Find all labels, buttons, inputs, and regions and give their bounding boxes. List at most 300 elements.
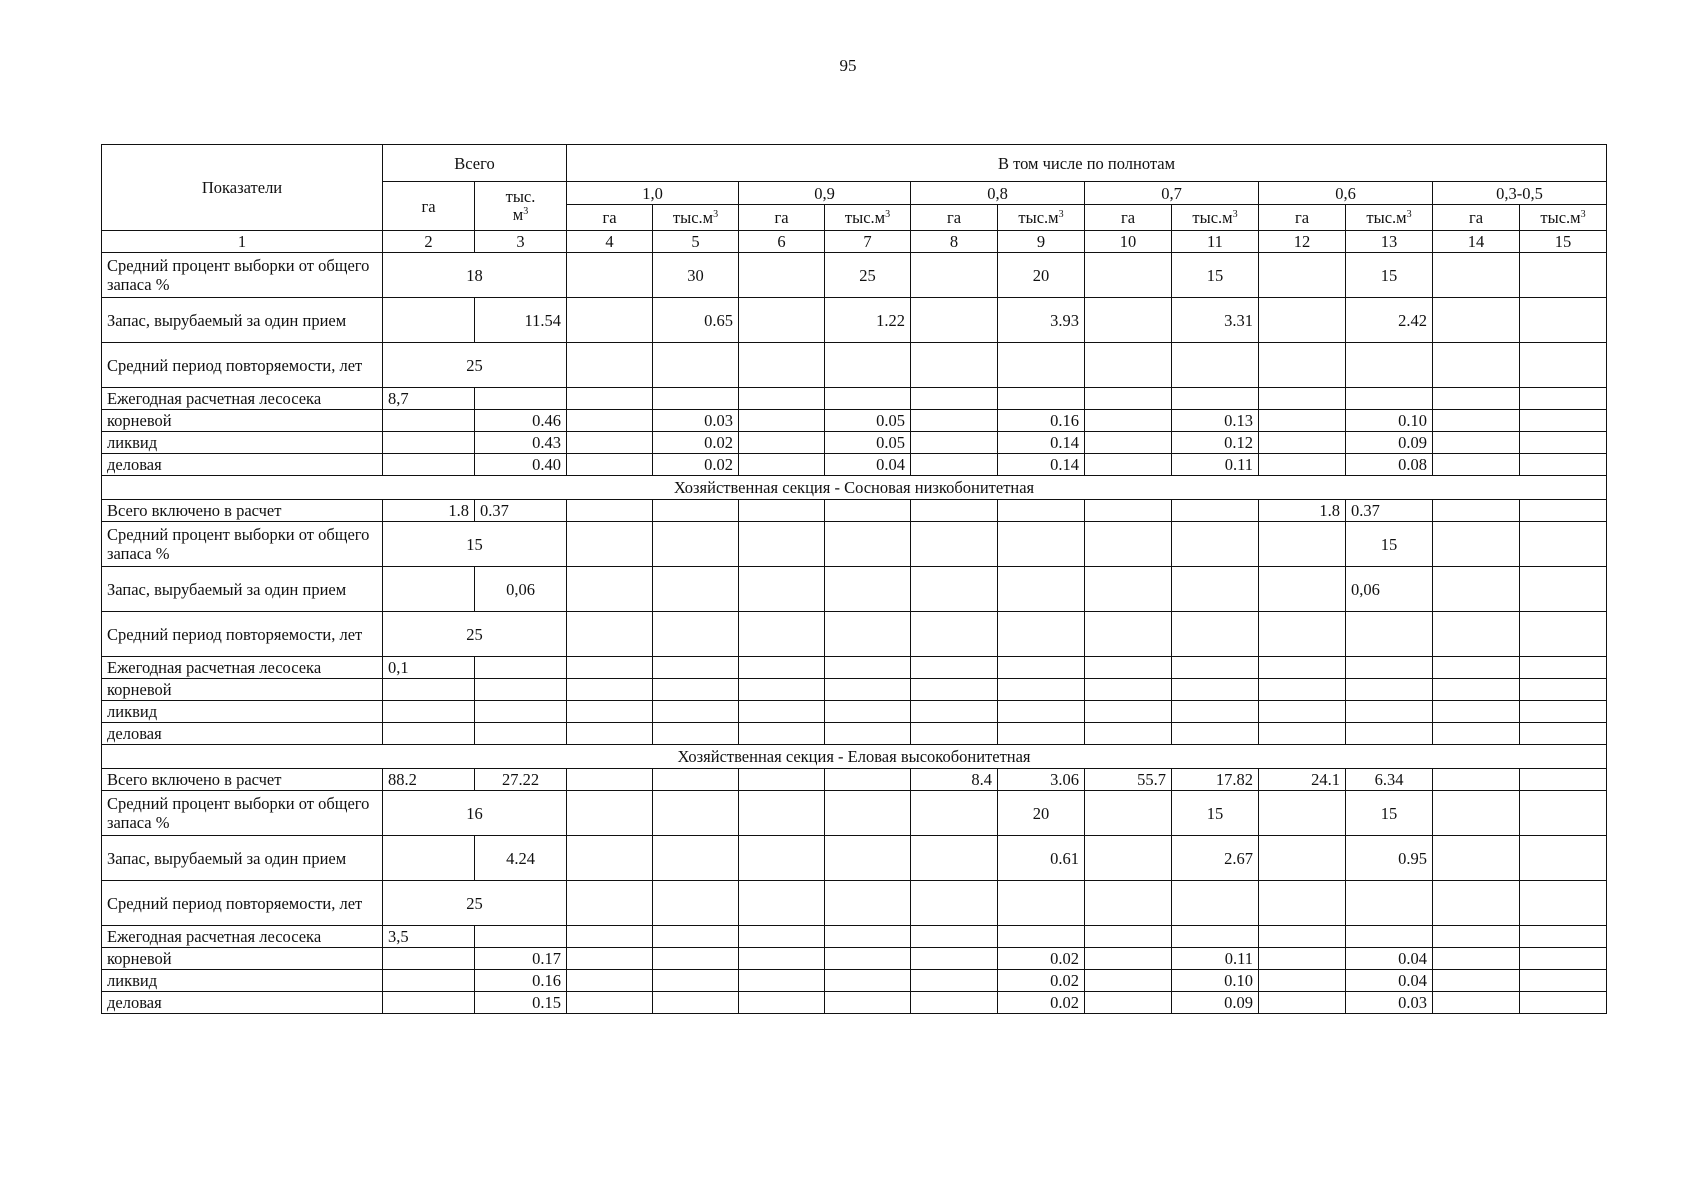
cell-value xyxy=(911,701,998,723)
cell-value xyxy=(911,948,998,970)
column-number: 10 xyxy=(1085,231,1172,253)
table-row xyxy=(102,388,1607,410)
cell-value xyxy=(1172,679,1259,701)
cell-value xyxy=(1259,992,1346,1014)
density-header: 0,7 xyxy=(1085,182,1259,205)
column-number: 5 xyxy=(653,231,739,253)
cell-value xyxy=(653,723,739,745)
total-m3-value: 4.24 xyxy=(475,836,567,881)
cell-value xyxy=(1085,612,1172,657)
table-row xyxy=(102,410,1607,432)
table-row xyxy=(102,343,1607,388)
total-m3-value xyxy=(475,679,567,701)
cell-value: 0.02 xyxy=(653,432,739,454)
total-m3-value: 0.46 xyxy=(475,410,567,432)
cell-value xyxy=(567,701,653,723)
cell-value xyxy=(1433,948,1520,970)
cell-value xyxy=(653,679,739,701)
cell-value xyxy=(739,454,825,476)
cell-value xyxy=(653,522,739,567)
cell-value xyxy=(1346,679,1433,701)
cell-value xyxy=(1259,970,1346,992)
section-title: Хозяйственная секция - Сосновая низкобонитетная xyxy=(102,476,1607,500)
cell-value xyxy=(1085,948,1172,970)
total-ha-value xyxy=(383,432,475,454)
cell-value xyxy=(825,926,911,948)
cell-value xyxy=(1346,701,1433,723)
cell-value: 3.93 xyxy=(998,298,1085,343)
unit-m3-label: тыс.м xyxy=(1018,208,1059,227)
cell-value xyxy=(1433,836,1520,881)
cell-value xyxy=(567,612,653,657)
total-ha-value xyxy=(383,992,475,1014)
total-value: 25 xyxy=(383,881,567,926)
table-row xyxy=(102,454,1607,476)
row-label: корневой xyxy=(102,948,383,970)
cell-value xyxy=(911,791,998,836)
total-m3-value: 27.22 xyxy=(475,769,567,791)
cell-value xyxy=(653,388,739,410)
cell-value: 3.06 xyxy=(998,769,1085,791)
indicators-header: Показатели xyxy=(102,145,383,231)
cell-value xyxy=(911,298,998,343)
cell-value xyxy=(1433,723,1520,745)
column-number: 3 xyxy=(475,231,567,253)
total-m3-value: 0.16 xyxy=(475,970,567,992)
cell-value: 0.11 xyxy=(1172,454,1259,476)
cell-value xyxy=(1520,881,1607,926)
cell-value xyxy=(825,567,911,612)
cell-value xyxy=(825,522,911,567)
cell-value xyxy=(567,992,653,1014)
cell-value xyxy=(1085,723,1172,745)
cell-value xyxy=(911,679,998,701)
cell-value xyxy=(739,500,825,522)
cell-value: 0.04 xyxy=(1346,970,1433,992)
total-ha-value xyxy=(383,567,475,612)
cell-value: 15 xyxy=(1346,791,1433,836)
cell-value xyxy=(1520,410,1607,432)
cell-value xyxy=(1172,500,1259,522)
cell-value xyxy=(1346,343,1433,388)
cell-value: 17.82 xyxy=(1172,769,1259,791)
cell-value xyxy=(998,388,1085,410)
cell-value xyxy=(1259,432,1346,454)
cell-value xyxy=(825,881,911,926)
cell-value xyxy=(567,253,653,298)
cell-value xyxy=(567,388,653,410)
total-ha-value xyxy=(383,948,475,970)
total-ha-value: 88.2 xyxy=(383,769,475,791)
total-ha-value xyxy=(383,298,475,343)
column-number: 2 xyxy=(383,231,475,253)
cell-value xyxy=(911,432,998,454)
cell-value xyxy=(567,926,653,948)
cell-value xyxy=(825,701,911,723)
cell-value xyxy=(739,791,825,836)
cell-value xyxy=(1346,926,1433,948)
cell-value xyxy=(1520,769,1607,791)
cell-value: 15 xyxy=(1172,253,1259,298)
table-row xyxy=(102,522,1607,567)
cell-value xyxy=(739,567,825,612)
cell-value xyxy=(911,567,998,612)
cell-value xyxy=(1085,926,1172,948)
by-density-header: В том числе по полнотам xyxy=(567,145,1607,182)
cell-value xyxy=(1085,701,1172,723)
cell-value xyxy=(1433,881,1520,926)
cell-value: 24.1 xyxy=(1259,769,1346,791)
total-ha-value xyxy=(383,836,475,881)
total-m3-value xyxy=(475,388,567,410)
cell-value xyxy=(911,657,998,679)
total-ha-value xyxy=(383,454,475,476)
cell-value xyxy=(998,723,1085,745)
cell-value xyxy=(567,881,653,926)
cell-value xyxy=(825,612,911,657)
cell-value xyxy=(825,500,911,522)
total-ha-header: га xyxy=(383,182,475,231)
cell-value xyxy=(739,612,825,657)
table-row xyxy=(102,769,1607,791)
cell-value xyxy=(825,970,911,992)
cell-value xyxy=(1085,298,1172,343)
cell-value: 6.34 xyxy=(1346,769,1433,791)
table-row xyxy=(102,679,1607,701)
cell-value xyxy=(739,948,825,970)
row-label: Запас, вырубаемый за один прием xyxy=(102,836,383,881)
cell-value: 20 xyxy=(998,791,1085,836)
unit-ha-header: га xyxy=(567,205,653,231)
row-label: корневой xyxy=(102,410,383,432)
cell-value xyxy=(567,769,653,791)
cell-value: 0.14 xyxy=(998,432,1085,454)
row-label: Средний процент выборки от общего запаса % xyxy=(102,791,383,836)
cell-value xyxy=(1433,567,1520,612)
cell-value xyxy=(1172,612,1259,657)
cell-value xyxy=(1520,612,1607,657)
cell-value xyxy=(1520,970,1607,992)
total-m3-value xyxy=(475,657,567,679)
total-m3-value: 0.40 xyxy=(475,454,567,476)
cell-value: 0.02 xyxy=(653,454,739,476)
cell-value xyxy=(1085,410,1172,432)
unit-m3-label: тыс.м xyxy=(844,208,886,227)
table-row xyxy=(102,723,1607,745)
cell-value xyxy=(739,970,825,992)
cell-value xyxy=(998,657,1085,679)
cell-value xyxy=(825,723,911,745)
unit-m3-header: $тыс.м^3$ xyxy=(653,205,739,231)
cell-value xyxy=(567,343,653,388)
cell-value: 30 xyxy=(653,253,739,298)
cell-value xyxy=(911,836,998,881)
cell-value xyxy=(1259,679,1346,701)
unit-m3-header: $тыс.м^3$ xyxy=(1346,205,1433,231)
cell-value xyxy=(739,298,825,343)
cell-value xyxy=(1259,926,1346,948)
cell-value xyxy=(1433,500,1520,522)
cell-value xyxy=(653,567,739,612)
table-row xyxy=(102,701,1607,723)
cell-value xyxy=(1520,343,1607,388)
unit-m3-label: тыс.м xyxy=(1192,208,1233,227)
cell-value xyxy=(1085,567,1172,612)
column-number: 1 xyxy=(102,231,383,253)
cell-value xyxy=(1520,992,1607,1014)
cell-value xyxy=(1346,657,1433,679)
cell-value xyxy=(1259,388,1346,410)
cell-value xyxy=(1085,432,1172,454)
cell-value xyxy=(1085,836,1172,881)
cell-value xyxy=(998,679,1085,701)
cell-value: 0.14 xyxy=(998,454,1085,476)
cell-value: 0.02 xyxy=(998,992,1085,1014)
cell-value xyxy=(1520,836,1607,881)
cell-value xyxy=(1172,881,1259,926)
cell-value xyxy=(739,343,825,388)
cell-value xyxy=(911,500,998,522)
total-m3-value: 0.17 xyxy=(475,948,567,970)
cell-value xyxy=(653,612,739,657)
cell-value xyxy=(1433,769,1520,791)
cell-value xyxy=(1085,388,1172,410)
cell-value xyxy=(1520,657,1607,679)
cell-value xyxy=(653,657,739,679)
column-number: 9 xyxy=(998,231,1085,253)
cell-value xyxy=(1259,253,1346,298)
unit-m3-header: $тыс.м^3$ xyxy=(998,205,1085,231)
unit-m3-label: тыс.м xyxy=(1540,208,1581,227)
cell-value xyxy=(567,522,653,567)
cell-value xyxy=(1085,679,1172,701)
cell-value xyxy=(739,701,825,723)
cell-value xyxy=(1172,723,1259,745)
cell-value xyxy=(1520,948,1607,970)
total-header: Всего xyxy=(383,145,567,182)
cell-value xyxy=(1085,881,1172,926)
cell-value: 15 xyxy=(1346,253,1433,298)
table-row xyxy=(102,657,1607,679)
total-ha-value: 1.8 xyxy=(383,500,475,522)
row-label: Ежегодная расчетная лесосека xyxy=(102,388,383,410)
cell-value xyxy=(567,836,653,881)
cell-value xyxy=(653,500,739,522)
cell-value xyxy=(825,343,911,388)
total-ha-value xyxy=(383,701,475,723)
cell-value: 0.02 xyxy=(998,970,1085,992)
total-m3-value xyxy=(475,926,567,948)
cell-value xyxy=(1085,657,1172,679)
cell-value xyxy=(1259,723,1346,745)
cell-value xyxy=(1520,522,1607,567)
cell-value: 0.09 xyxy=(1346,432,1433,454)
cell-value xyxy=(998,343,1085,388)
row-label: деловая xyxy=(102,454,383,476)
table-row xyxy=(102,881,1607,926)
column-number: 14 xyxy=(1433,231,1520,253)
cell-value: 0,06 xyxy=(1346,567,1433,612)
cell-value xyxy=(1259,410,1346,432)
row-label: ликвид xyxy=(102,970,383,992)
cell-value: 0.10 xyxy=(1172,970,1259,992)
cell-value xyxy=(739,410,825,432)
row-label: деловая xyxy=(102,992,383,1014)
cell-value xyxy=(1433,791,1520,836)
cell-value xyxy=(739,881,825,926)
row-label: Всего включено в расчет xyxy=(102,500,383,522)
cell-value xyxy=(1520,791,1607,836)
cell-value: 0.12 xyxy=(1172,432,1259,454)
cell-value xyxy=(1259,612,1346,657)
row-label: Средний процент выборки от общего запаса % xyxy=(102,522,383,567)
cell-value xyxy=(911,723,998,745)
cell-value xyxy=(911,410,998,432)
cell-value xyxy=(567,948,653,970)
cell-value xyxy=(567,454,653,476)
density-header: 0,3-0,5 xyxy=(1433,182,1607,205)
cell-value xyxy=(825,836,911,881)
density-header: 1,0 xyxy=(567,182,739,205)
cell-value xyxy=(739,926,825,948)
total-value: 25 xyxy=(383,343,567,388)
cell-value: 8.4 xyxy=(911,769,998,791)
cell-value xyxy=(911,454,998,476)
column-number: 12 xyxy=(1259,231,1346,253)
cell-value xyxy=(739,836,825,881)
cell-value xyxy=(911,970,998,992)
table-row xyxy=(102,298,1607,343)
cell-value xyxy=(1259,948,1346,970)
total-m3-value: 11.54 xyxy=(475,298,567,343)
cell-value xyxy=(653,881,739,926)
cell-value: 0.03 xyxy=(1346,992,1433,1014)
cell-value xyxy=(1085,970,1172,992)
cell-value xyxy=(567,432,653,454)
cell-value xyxy=(1172,926,1259,948)
total-m3-value: 0.37 xyxy=(475,500,567,522)
cell-value: 15 xyxy=(1346,522,1433,567)
cell-value: 0.11 xyxy=(1172,948,1259,970)
cell-value: 0.04 xyxy=(1346,948,1433,970)
cell-value xyxy=(1259,836,1346,881)
cell-value xyxy=(653,343,739,388)
cell-value xyxy=(653,701,739,723)
cell-value xyxy=(653,992,739,1014)
total-value: 16 xyxy=(383,791,567,836)
cell-value xyxy=(998,522,1085,567)
total-m3-header-bottom: м xyxy=(512,205,524,224)
cell-value xyxy=(1259,343,1346,388)
cell-value xyxy=(653,970,739,992)
cell-value xyxy=(1259,791,1346,836)
cell-value xyxy=(998,612,1085,657)
cell-value xyxy=(1520,388,1607,410)
cell-value xyxy=(998,567,1085,612)
cell-value xyxy=(567,723,653,745)
cell-value: 0.65 xyxy=(653,298,739,343)
cell-value: 0.95 xyxy=(1346,836,1433,881)
cell-value: 15 xyxy=(1172,791,1259,836)
cell-value xyxy=(739,388,825,410)
cell-value xyxy=(1433,343,1520,388)
cell-value xyxy=(739,723,825,745)
cell-value xyxy=(739,992,825,1014)
row-label: Средний период повторяемости, лет xyxy=(102,343,383,388)
unit-m3-label: тыс.м xyxy=(1366,208,1407,227)
cell-value: 0.05 xyxy=(825,410,911,432)
cell-value xyxy=(1346,723,1433,745)
cell-value xyxy=(1172,388,1259,410)
total-ha-value: 3,5 xyxy=(383,926,475,948)
cell-value xyxy=(1172,701,1259,723)
cell-value xyxy=(998,500,1085,522)
total-ha-value xyxy=(383,970,475,992)
cell-value xyxy=(911,881,998,926)
cell-value: 25 xyxy=(825,253,911,298)
cell-value xyxy=(653,926,739,948)
cell-value xyxy=(1433,701,1520,723)
cell-value xyxy=(911,388,998,410)
cell-value xyxy=(1172,343,1259,388)
cell-value xyxy=(653,948,739,970)
cell-value xyxy=(739,522,825,567)
cell-value xyxy=(1085,253,1172,298)
cell-value xyxy=(1259,454,1346,476)
column-number: 6 xyxy=(739,231,825,253)
cell-value xyxy=(1433,253,1520,298)
table-row xyxy=(102,567,1607,612)
total-m3-value xyxy=(475,723,567,745)
column-number: 13 xyxy=(1346,231,1433,253)
cell-value xyxy=(739,432,825,454)
cell-value: 0.10 xyxy=(1346,410,1433,432)
cell-value xyxy=(1085,791,1172,836)
cell-value xyxy=(567,500,653,522)
cell-value: 0.05 xyxy=(825,432,911,454)
table-row xyxy=(102,612,1607,657)
cell-value xyxy=(567,298,653,343)
cell-value xyxy=(567,791,653,836)
row-label: Запас, вырубаемый за один прием xyxy=(102,298,383,343)
cell-value: 0.37 xyxy=(1346,500,1433,522)
cell-value xyxy=(567,567,653,612)
table-row xyxy=(102,926,1607,948)
total-ha-value xyxy=(383,679,475,701)
cell-value xyxy=(1433,679,1520,701)
row-label: Ежегодная расчетная лесосека xyxy=(102,657,383,679)
cell-value xyxy=(825,679,911,701)
cell-value xyxy=(825,388,911,410)
cell-value xyxy=(739,253,825,298)
unit-ha-header: га xyxy=(1259,205,1346,231)
cell-value xyxy=(1520,926,1607,948)
cell-value: 1.8 xyxy=(1259,500,1346,522)
total-value: 15 xyxy=(383,522,567,567)
row-label: ликвид xyxy=(102,432,383,454)
column-number: 8 xyxy=(911,231,998,253)
cell-value xyxy=(653,769,739,791)
cell-value xyxy=(1085,343,1172,388)
cell-value xyxy=(911,522,998,567)
total-m3-value xyxy=(475,701,567,723)
cell-value xyxy=(1433,410,1520,432)
unit-m3-header: $тыс.м^3$ xyxy=(1520,205,1607,231)
cell-value xyxy=(567,657,653,679)
table-row xyxy=(102,432,1607,454)
table-row xyxy=(102,253,1607,298)
cell-value xyxy=(1172,522,1259,567)
